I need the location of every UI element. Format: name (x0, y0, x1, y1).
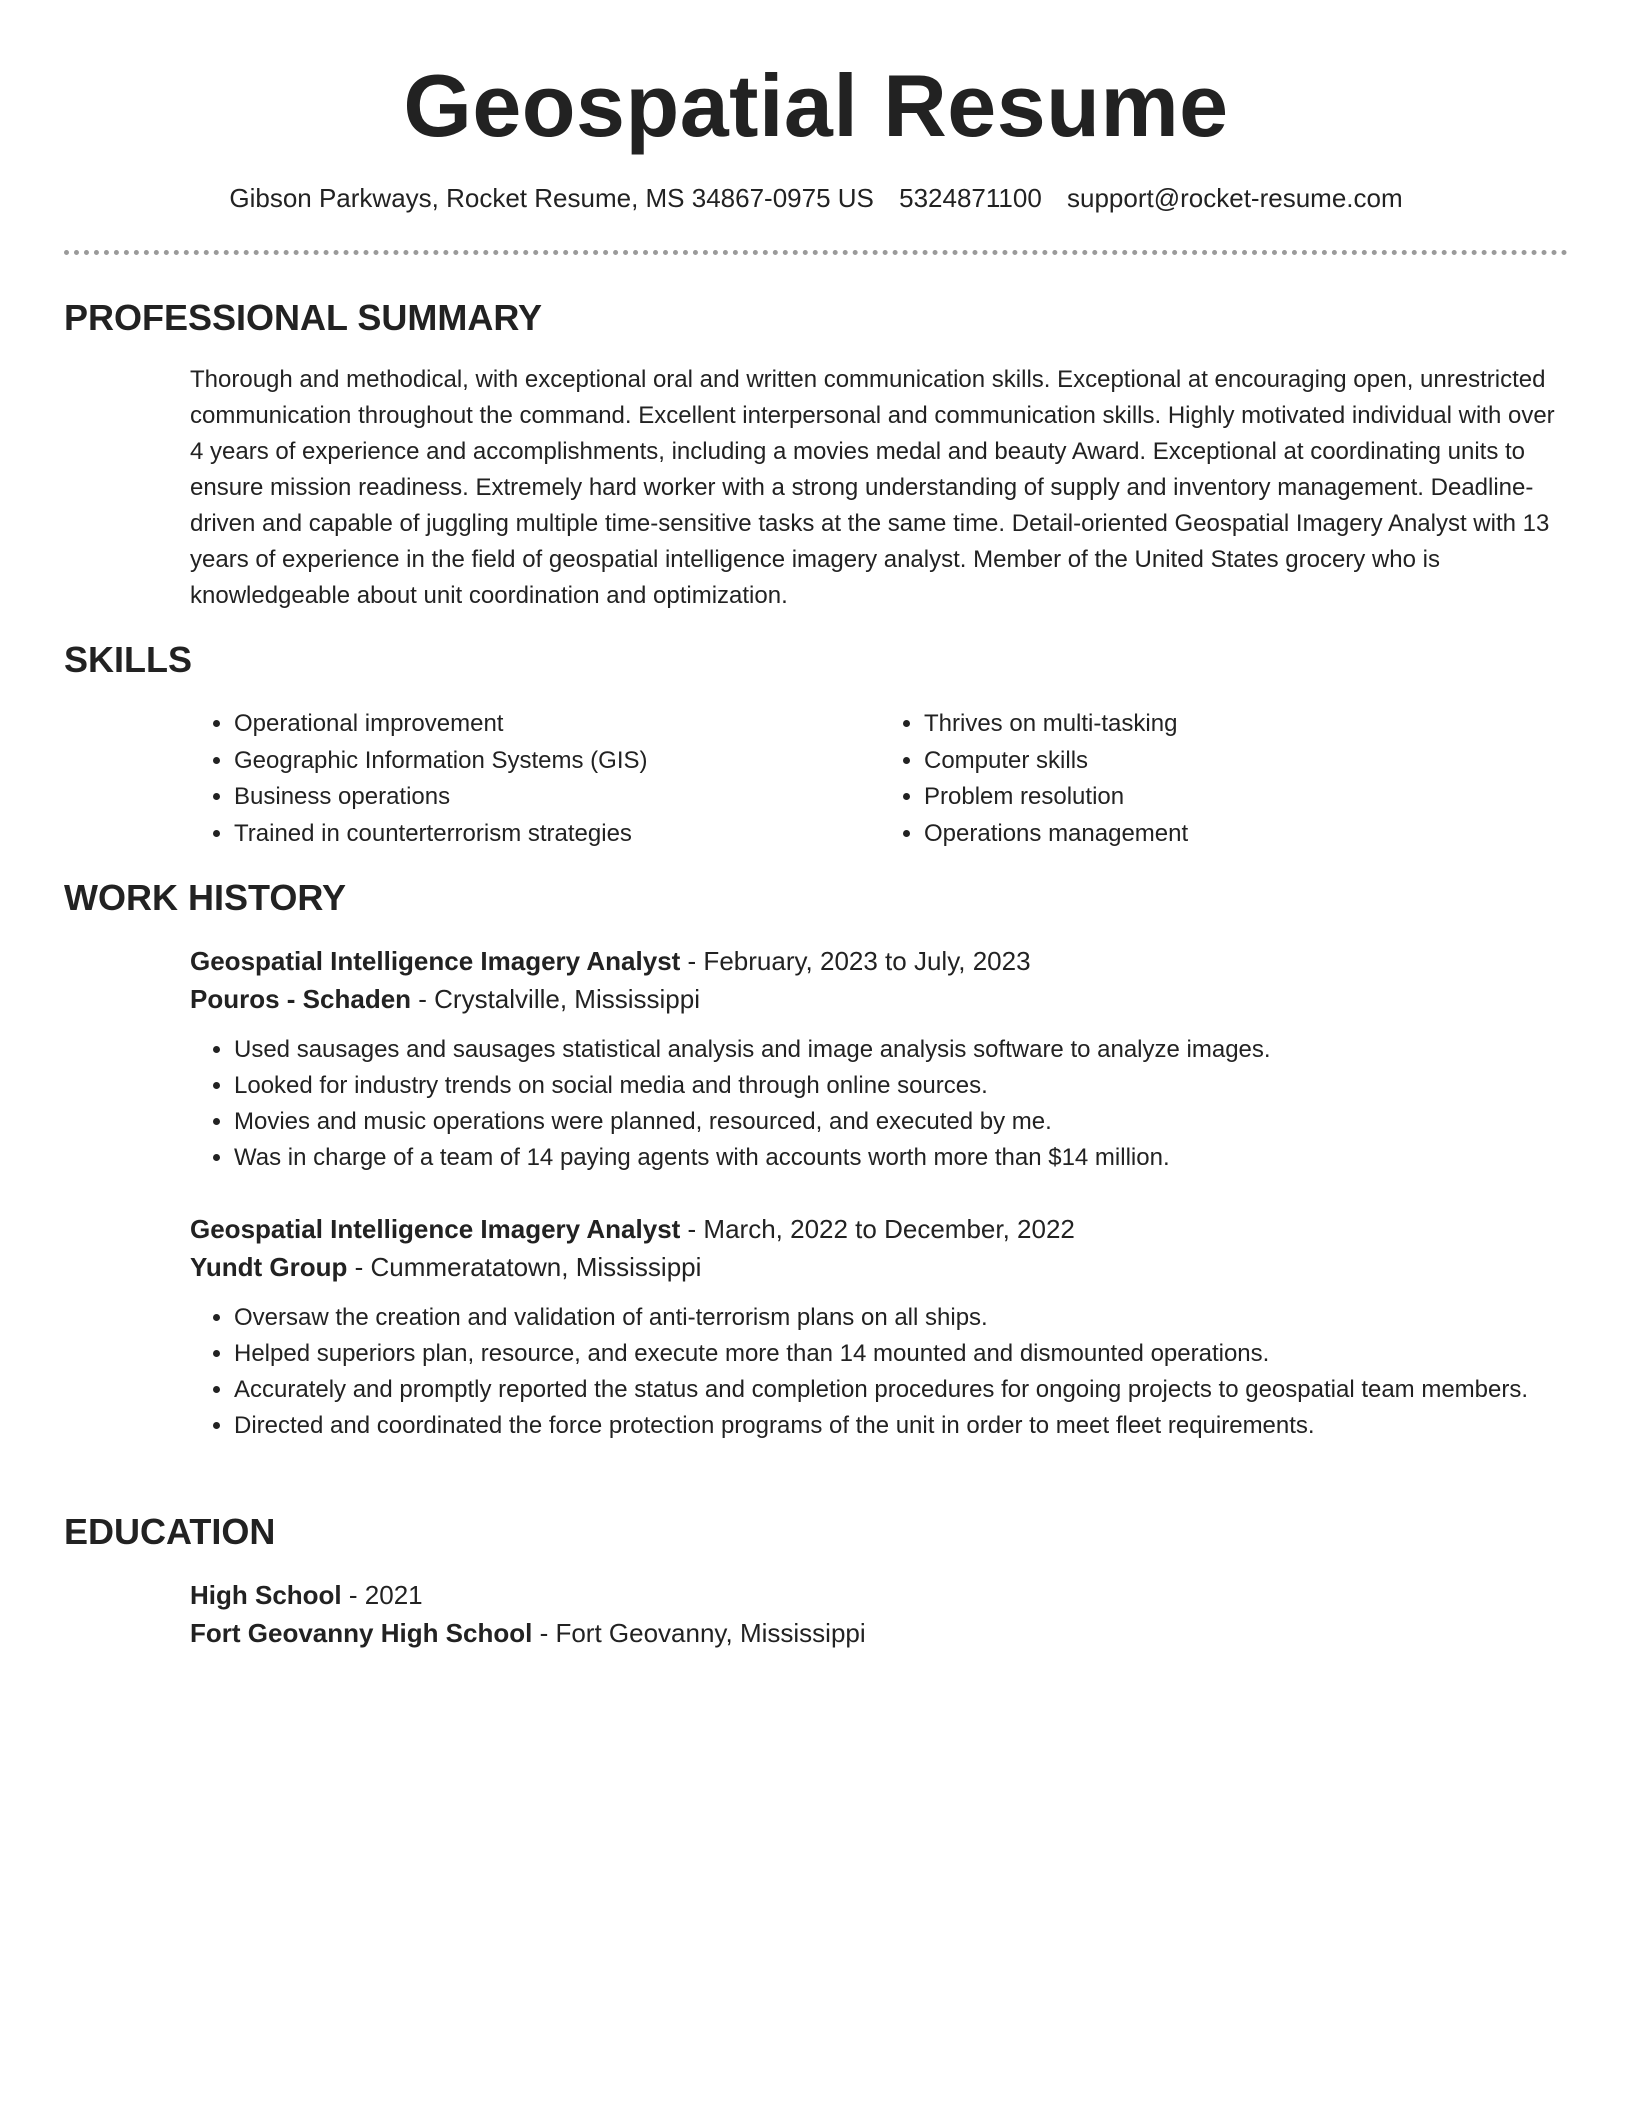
job-company: Pouros - Schaden (190, 984, 412, 1014)
job-dates: - February, 2023 to July, 2023 (680, 946, 1031, 976)
contact-address: Gibson Parkways, Rocket Resume, MS 34867-0975 US (229, 183, 874, 213)
summary-heading: PROFESSIONAL SUMMARY (64, 297, 543, 338)
job-company-line (190, 1248, 1570, 1286)
job-bullet: • Movies and music operations were planned, resourced, and executed by me. (234, 1104, 1570, 1140)
summary-text: Thorough and methodical, with exceptional oral and written communication skills. Exceptional at encouraging open, unrestricted communication throughout the command. Excellent interpersonal and communication skills. Highly motivated individual with over 4 years of experience and accomplishments, including a movies medal and beauty Award. Exceptional at coordinating units to ensure mission readiness. Extremely hard worker with a strong understanding of supply and inventory management. Deadline-driven and capable of juggling multiple time-sensitive tasks at the same time. Detail-oriented Geospatial Imagery Analyst with 13 years of experience in the field of geospatial intelligence imagery analyst. Member of the United States grocery who is knowledgeable about unit coordination and optimization. (190, 366, 1555, 609)
job-location: - Crystalville, Mississippi (411, 984, 700, 1014)
job-bullets (190, 1300, 1570, 1444)
job-entry (190, 942, 1570, 1176)
contact-email: support@rocket-resume.com (1067, 183, 1403, 213)
education-heading: EDUCATION (64, 1511, 276, 1552)
skill-item: • Computer skills (924, 743, 1570, 780)
skill-item: • Geographic Information Systems (GIS) (234, 743, 880, 780)
skill-item: • Problem resolution (924, 779, 1570, 816)
job-bullet: • Accurately and promptly reported the status and completion procedures for ongoing projects to geospatial team members. (234, 1372, 1570, 1408)
education-year: - 2021 (341, 1580, 423, 1610)
education-degree: High School (190, 1580, 342, 1610)
header-divider (64, 250, 1568, 255)
skills-column-left (190, 706, 880, 852)
job-bullet: • Directed and coordinated the force protection programs of the unit in order to meet fleet requirements. (234, 1408, 1570, 1444)
job-title: Geospatial Intelligence Imagery Analyst (190, 1214, 681, 1244)
education-location: - Fort Geovanny, Mississippi (532, 1618, 866, 1648)
education-degree-line (190, 1576, 1570, 1614)
skill-item: • Operations management (924, 816, 1570, 853)
contact-phone: 5324871100 (899, 183, 1042, 213)
job-bullet: • Looked for industry trends on social media and through online sources. (234, 1068, 1570, 1104)
education-school-line (190, 1614, 1570, 1652)
skill-item: • Operational improvement (234, 706, 880, 743)
job-company-line (190, 980, 1570, 1018)
job-bullets (190, 1032, 1570, 1176)
skills-column-right (880, 706, 1570, 852)
job-bullet: • Oversaw the creation and validation of anti-terrorism plans on all ships. (234, 1300, 1570, 1336)
skill-item: • Trained in counterterrorism strategies (234, 816, 880, 853)
skill-item: • Business operations (234, 779, 880, 816)
job-bullet: • Helped superiors plan, resource, and execute more than 14 mounted and dismounted operations. (234, 1336, 1570, 1372)
job-entry (190, 1210, 1570, 1444)
education-entry (190, 1576, 1570, 1652)
job-title: Geospatial Intelligence Imagery Analyst (190, 946, 681, 976)
job-location: - Cummeratatown, Mississippi (347, 1252, 702, 1282)
skills-list (190, 706, 1570, 852)
resume-name: Geospatial Resume (403, 56, 1229, 155)
job-title-line (190, 1210, 1570, 1248)
job-dates: - March, 2022 to December, 2022 (680, 1214, 1075, 1244)
skills-heading: SKILLS (64, 639, 193, 680)
job-bullet: • Was in charge of a team of 14 paying agents with accounts worth more than $14 million. (234, 1140, 1570, 1176)
skill-item: • Thrives on multi-tasking (924, 706, 1570, 743)
contact-info (0, 180, 1632, 216)
job-bullet: • Used sausages and sausages statistical analysis and image analysis software to analyze images. (234, 1032, 1570, 1068)
job-company: Yundt Group (190, 1252, 348, 1282)
work-history-heading: WORK HISTORY (64, 877, 347, 918)
job-title-line (190, 942, 1570, 980)
education-school: Fort Geovanny High School (190, 1618, 533, 1648)
